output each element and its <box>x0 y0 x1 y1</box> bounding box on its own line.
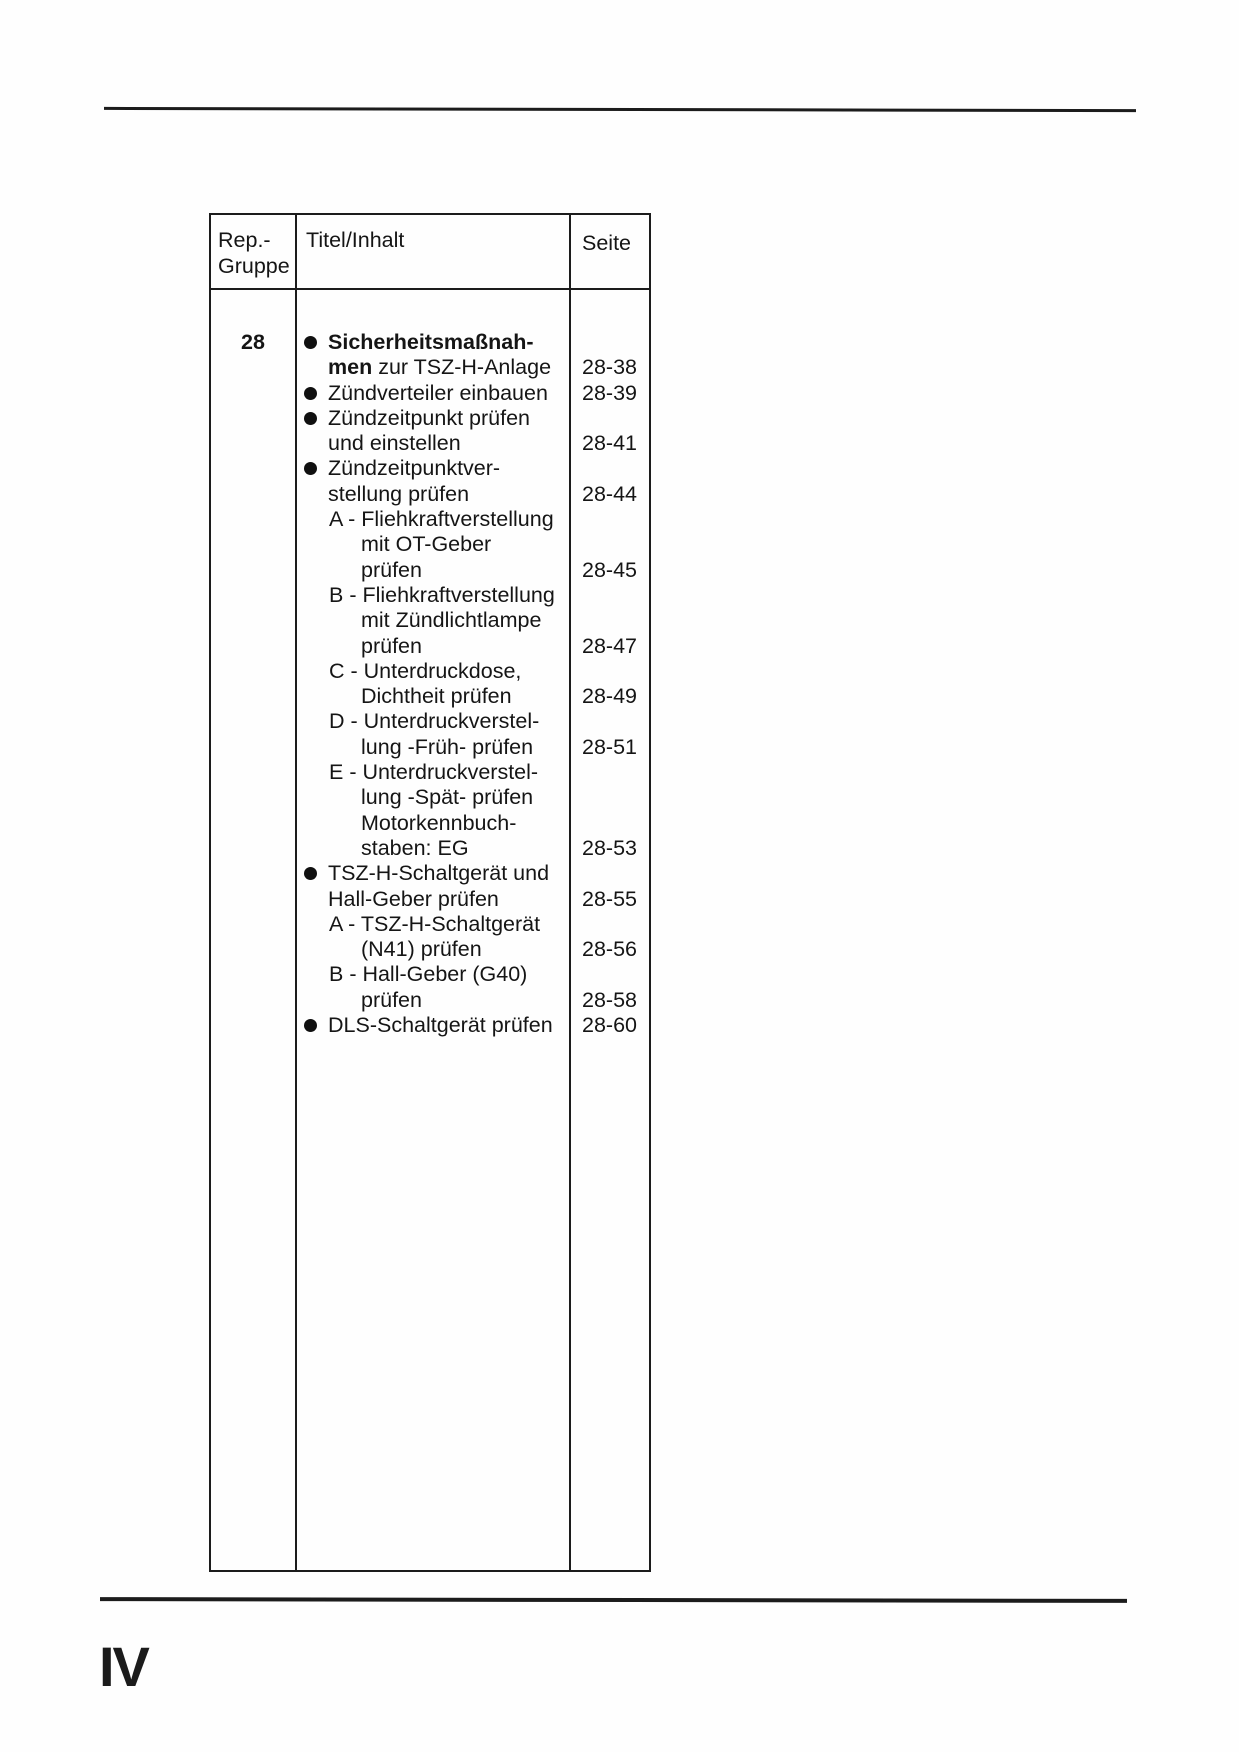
rep-group-number: 28 <box>241 330 265 354</box>
toc-row <box>211 962 649 987</box>
toc-row <box>211 836 649 861</box>
toc-page: 28-56 <box>582 937 637 962</box>
toc-page: 28-44 <box>582 481 637 506</box>
header-rep-gruppe <box>218 228 290 279</box>
toc-row <box>211 507 649 532</box>
toc-row <box>211 709 649 734</box>
toc-title: Zündzeitpunkt prüfen <box>328 405 530 430</box>
toc-row <box>211 381 649 406</box>
toc-row <box>211 887 649 912</box>
toc-page: 28-60 <box>582 1013 637 1038</box>
toc-rows <box>211 330 649 1038</box>
toc-title: C - Unterdruckdose, <box>329 658 522 683</box>
toc-page: 28-41 <box>582 431 637 456</box>
toc-page: 28-58 <box>582 987 637 1012</box>
toc-title: D - Unterdruckverstel- <box>329 709 540 734</box>
bullet-icon <box>304 1019 317 1032</box>
toc-title: prüfen <box>361 987 422 1012</box>
toc-row <box>211 912 649 937</box>
toc-title: DLS-Schaltgerät prüfen <box>328 1013 553 1038</box>
toc-row <box>211 937 649 962</box>
toc-title: lung -Spät- prüfen <box>361 785 534 810</box>
toc-row <box>211 684 649 709</box>
toc-row <box>211 355 649 380</box>
toc-title: Motorkennbuch- <box>361 810 517 835</box>
toc-title: Zündzeitpunktver- <box>328 456 501 481</box>
toc-title: (N41) prüfen <box>361 937 482 962</box>
toc-table <box>209 213 651 1572</box>
toc-title: stellung prüfen <box>328 481 470 506</box>
toc-row <box>211 406 649 431</box>
toc-row <box>211 431 649 456</box>
header-rep-line1: Rep.- <box>218 228 271 252</box>
toc-title: A - Fliehkraftverstellung <box>329 507 554 532</box>
toc-row <box>211 634 649 659</box>
header-titel-inhalt: Titel/Inhalt <box>306 228 405 252</box>
toc-row <box>211 1013 649 1038</box>
toc-title: men zur TSZ-H-Anlage <box>328 355 552 380</box>
bullet-icon <box>304 387 317 400</box>
header-seite: Seite <box>582 231 632 255</box>
bullet-icon <box>304 462 317 475</box>
toc-title: und einstellen <box>328 431 461 456</box>
toc-title: mit OT-Geber <box>361 532 492 557</box>
bullet-icon <box>304 412 317 425</box>
toc-page: 28-53 <box>582 835 637 860</box>
toc-title: E - Unterdruckverstel- <box>329 760 539 785</box>
bottom-rule <box>100 1597 1127 1603</box>
toc-title: TSZ-H-Schaltgerät und <box>328 861 550 886</box>
toc-row <box>211 760 649 785</box>
toc-title: A - TSZ-H-Schaltgerät <box>329 911 541 936</box>
toc-row <box>211 735 649 760</box>
toc-title: Sicherheitsmaßnah- <box>328 330 534 354</box>
toc-title: mit Zündlichtlampe <box>361 608 542 633</box>
toc-title: Zündverteiler einbauen <box>328 380 548 405</box>
toc-row <box>211 532 649 557</box>
toc-title: staben: EG <box>361 835 469 860</box>
top-rule <box>104 107 1136 112</box>
toc-page: 28-38 <box>582 355 637 380</box>
toc-row <box>211 608 649 633</box>
toc-row <box>211 811 649 836</box>
toc-title: Dichtheit prüfen <box>361 684 512 709</box>
toc-page: 28-45 <box>582 557 637 582</box>
toc-page: 28-55 <box>582 886 637 911</box>
toc-page: 28-49 <box>582 684 637 709</box>
toc-row <box>211 456 649 481</box>
toc-title: Hall-Geber prüfen <box>328 886 499 911</box>
toc-row <box>211 583 649 608</box>
toc-title: lung -Früh- prüfen <box>361 734 534 759</box>
page-number: IV <box>99 1635 148 1698</box>
toc-page: 28-47 <box>582 633 637 658</box>
toc-row <box>211 482 649 507</box>
toc-title: B - Hall-Geber (G40) <box>329 962 528 987</box>
toc-page: 28-39 <box>582 380 637 405</box>
bullet-icon <box>304 867 317 880</box>
toc-title: prüfen <box>361 633 422 658</box>
toc-row <box>211 988 649 1013</box>
toc-row <box>211 785 649 810</box>
toc-page: 28-51 <box>582 734 637 759</box>
toc-row <box>211 558 649 583</box>
toc-row <box>211 659 649 684</box>
header-divider <box>211 288 649 290</box>
toc-row <box>211 861 649 886</box>
toc-row <box>211 330 649 355</box>
toc-title: prüfen <box>361 557 422 582</box>
toc-title: B - Fliehkraftverstellung <box>329 582 555 607</box>
header-rep-line2: Gruppe <box>218 253 290 278</box>
bullet-icon <box>304 336 317 349</box>
